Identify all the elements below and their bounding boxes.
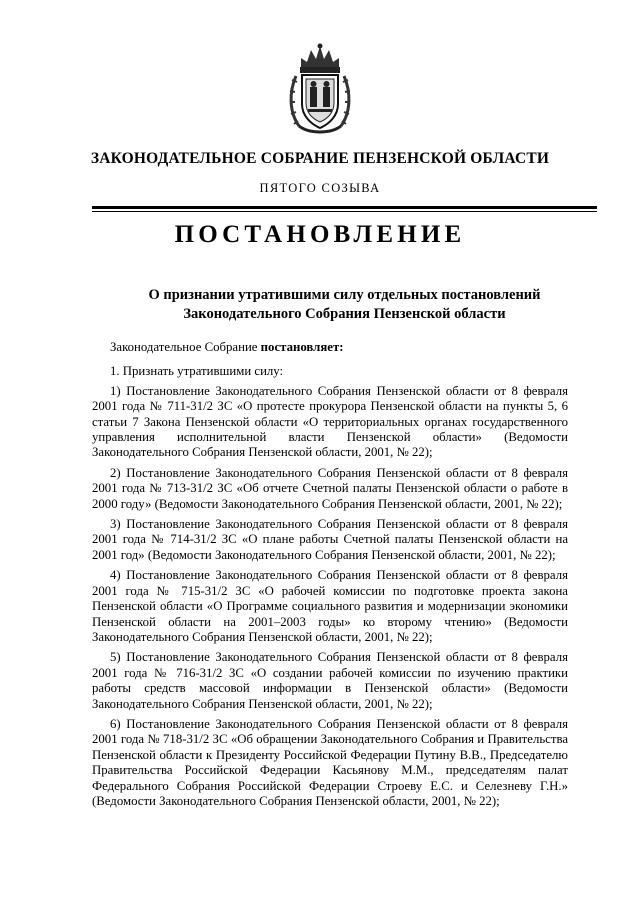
intro-resolves: постановляет: <box>260 340 344 354</box>
intro-paragraph <box>92 340 568 355</box>
subitem-3: 3) Постановление Законодательного Собрания Пензенской области от 8 февраля 2001 года № 714-31/2 ЗС «О плане работы Счетной палаты Пензенской области на 2001 год» (Ведомости Законодательного Собрания Пензенской области, 2001, № 22); <box>92 517 568 562</box>
subitem-1: 1) Постановление Законодательного Собрания Пензенской области от 8 февраля 2001 года № 711-31/2 ЗС «О протесте прокурора Пензенской области на пункты 5, 6 статьи 7 Закона Пензенской области «О территориальных органах государственного управления исполнительной власти Пензенской области» (Ведомости Законодательного Собрания Пензенской области, 2001, № 22); <box>92 383 568 460</box>
subject-line-2: Законодательного Собрания Пензенской области <box>183 306 506 322</box>
convocation: ПЯТОГО СОЗЫВА <box>259 181 381 195</box>
document-subject <box>92 286 597 324</box>
document-body <box>92 340 568 814</box>
item-1: 1. Признать утратившими силу: <box>110 364 284 379</box>
subject-line-1: О признании утратившими силу отдельных постановлений <box>148 287 541 303</box>
document-type-title: ПОСТАНОВЛЕНИЕ <box>174 221 466 248</box>
subitem-5: 5) Постановление Законодательного Собрания Пензенской области от 8 февраля 2001 года № 716-31/2 ЗС «О создании рабочей комиссии по изучению практики работы средств массовой информации в Пензенской области» (Ведомости Законодательного Собрания Пензенской области, 2001, № 22); <box>92 650 568 711</box>
header-divider-thin <box>92 211 597 212</box>
subitem-4: 4) Постановление Законодательного Собрания Пензенской области от 8 февраля 2001 года № 715-31/2 ЗС «О рабочей комиссии по подготовке проекта закона Пензенской области «О Программе социального развития и модернизации экономики Пензенской области на 2001–2003 годы» ко второму чтению» (Ведомости Законодательного Собрания Пензенской области, 2001, № 22); <box>92 568 568 644</box>
header-divider-thick <box>92 206 597 209</box>
intro-text: Законодательное Собрание <box>110 340 261 354</box>
coat-of-arms-icon <box>287 42 353 138</box>
organization-name: ЗАКОНОДАТЕЛЬНОЕ СОБРАНИЕ ПЕНЗЕНСКОЙ ОБЛАСТИ <box>90 150 550 167</box>
subitem-2: 2) Постановление Законодательного Собрания Пензенской области от 8 февраля 2001 года № 713-31/2 ЗС «Об отчете Счетной палаты Пензенской области о работе в 2000 году» (Ведомости Законодательного Собрания Пензенской области, 2001, № 22); <box>92 465 568 511</box>
subitem-6: 6) Постановление Законодательного Собрания Пензенской области от 8 февраля 2001 года № 718-31/2 ЗС «Об обращении Законодательного Собрания и Правительства Пензенской области к Президенту Российской Федерации Путину В.В., Председателю Правительства Российской Федерации Касьянову М.М., председателям палат Федерального Собрания Российской Федерации Строеву Е.С. и Селезневу Г.Н.» (Ведомости Законодательного Собрания Пензенской области, 2001, № 22); <box>92 716 568 808</box>
